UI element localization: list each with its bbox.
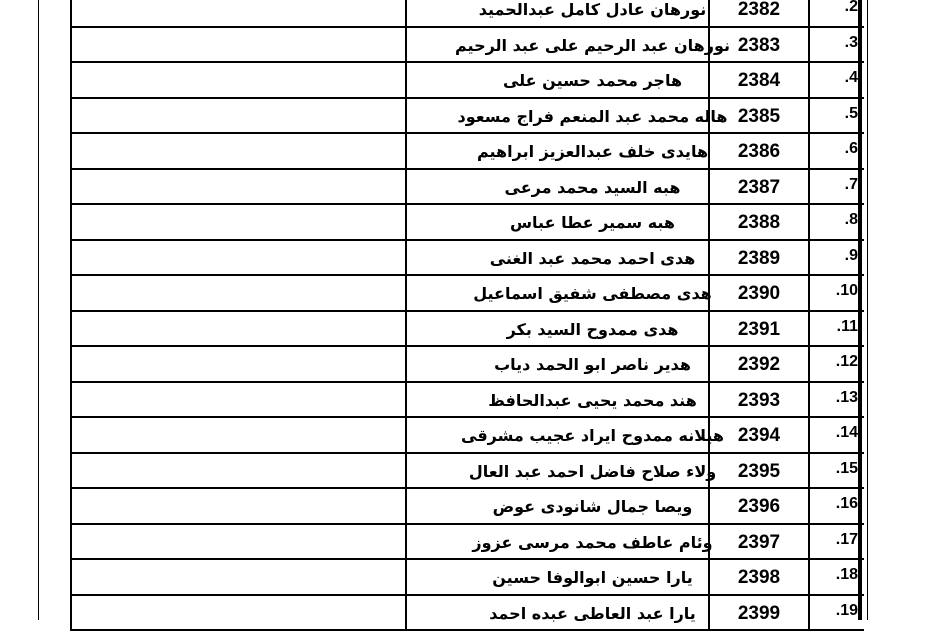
blank-cell (72, 170, 407, 204)
row-index: .8 (844, 211, 858, 228)
row-index: .9 (844, 246, 858, 264)
blank-cell (72, 0, 407, 26)
table-row (72, 99, 864, 135)
row-index: .6 (844, 140, 858, 157)
table-row (72, 596, 864, 632)
seat-number: 2398 (708, 560, 810, 594)
blank-cell (72, 489, 407, 523)
table-row (72, 418, 864, 454)
table-row (72, 560, 864, 596)
names-table (70, 0, 864, 631)
student-name: هاله محمد عبد المنعم فراج مسعود (457, 106, 728, 126)
table-row (72, 454, 864, 490)
seat-number: 2392 (708, 347, 810, 381)
row-index: .17 (835, 530, 858, 548)
row-index: .12 (835, 353, 858, 370)
seat-number: 2393 (708, 383, 810, 417)
student-name: ويصا جمال شانودى عوض (492, 497, 693, 516)
seat-number: 2388 (708, 205, 810, 239)
row-index: .16 (835, 495, 858, 512)
table-row (72, 276, 864, 312)
student-name: هبه سمير عطا عباس (509, 213, 676, 232)
seat-number: 2397 (708, 525, 810, 559)
seat-number: 2387 (708, 170, 810, 204)
row-index: .5 (844, 104, 858, 122)
student-name: هند محمد يحيى عبدالحافظ (488, 390, 697, 410)
table-row (72, 525, 864, 561)
row-index: .15 (835, 459, 858, 477)
table-row (72, 205, 864, 241)
table-row (72, 134, 864, 170)
student-name: هيلانه ممدوح ايراد عجيب مشرقى (461, 426, 724, 445)
row-index: .11 (836, 317, 858, 335)
student-name: يارا عبد العاطى عبده احمد (489, 603, 696, 623)
table-row (72, 383, 864, 419)
row-index: .13 (835, 388, 858, 406)
table-row (72, 312, 864, 348)
table-row (72, 241, 864, 277)
blank-cell (72, 134, 407, 168)
blank-cell (72, 241, 407, 275)
table-row (72, 63, 864, 99)
seat-number: 2386 (708, 134, 810, 168)
seat-number: 2395 (708, 454, 810, 488)
blank-cell (72, 596, 407, 630)
seat-number: 2383 (708, 28, 810, 62)
table-row (72, 0, 864, 28)
blank-cell (72, 454, 407, 488)
student-name: هدى مصطفى شفيق اسماعيل (473, 284, 712, 303)
row-index: .18 (835, 566, 858, 583)
blank-cell (72, 418, 407, 452)
student-name: نورهان عادل كامل عبدالحميد (478, 0, 707, 19)
seat-number: 2382 (708, 0, 810, 26)
seat-number: 2389 (708, 241, 810, 275)
row-index: .10 (835, 282, 858, 299)
student-name: هدير ناصر ابو الحمد دياب (494, 355, 691, 374)
table-row (72, 28, 864, 64)
page-border-right-thin (867, 0, 868, 620)
blank-cell (72, 28, 407, 62)
blank-cell (72, 525, 407, 559)
seat-number: 2391 (708, 312, 810, 346)
row-index: .3 (844, 33, 858, 51)
table-row (72, 489, 864, 525)
student-name: هدى احمد محمد عبد الغنى (489, 248, 696, 268)
blank-cell (72, 63, 407, 97)
seat-number: 2394 (708, 418, 810, 452)
blank-cell (72, 383, 407, 417)
row-index: .19 (835, 601, 858, 619)
seat-number: 2399 (708, 596, 810, 630)
row-index: .2 (844, 0, 858, 15)
row-index: .14 (835, 424, 858, 441)
seat-number: 2384 (708, 63, 810, 97)
page-border-left (38, 0, 39, 620)
student-name: هبه السيد محمد مرعى (504, 177, 681, 197)
row-index: .4 (844, 69, 858, 86)
blank-cell (72, 99, 407, 133)
seat-number: 2390 (708, 276, 810, 310)
blank-cell (72, 205, 407, 239)
row-index: .7 (844, 175, 858, 193)
student-name: نورهان عبد الرحيم على عبد الرحيم (454, 35, 731, 55)
student-name: هاجر محمد حسين على (502, 71, 683, 90)
blank-cell (72, 276, 407, 310)
seat-number: 2396 (708, 489, 810, 523)
blank-cell (72, 312, 407, 346)
student-name: هدى ممدوح السيد بكر (506, 319, 679, 339)
student-name: ولاء صلاح فاضل احمد عبد العال (468, 461, 717, 481)
student-name: يارا حسين ابوالوفا حسين (492, 568, 693, 587)
student-name: هايدى خلف عبدالعزيز ابراهيم (476, 142, 709, 161)
seat-number: 2385 (708, 99, 810, 133)
table-row (72, 347, 864, 383)
table-row (72, 170, 864, 206)
blank-cell (72, 347, 407, 381)
student-name: وئام عاطف محمد مرسى عزوز (472, 532, 713, 552)
blank-cell (72, 560, 407, 594)
